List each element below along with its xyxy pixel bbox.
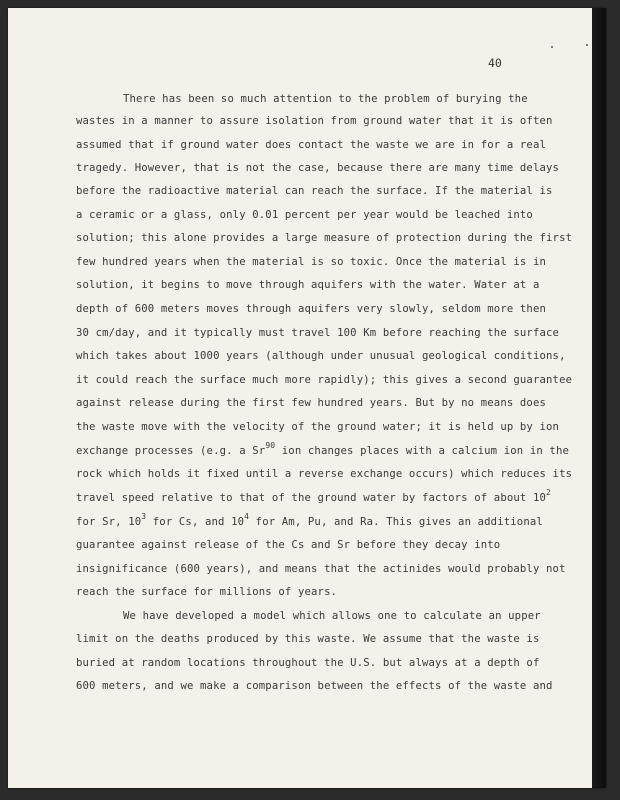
speck-mark (551, 46, 553, 48)
text-line: exchange processes (e.g. a Sr$^{90}$ ion changes places with a calcium ion in the (76, 441, 570, 457)
text-line: before the radioactive material can reach the surface. If the material is (76, 185, 553, 197)
text-line: solution, it begins to move through aquifers with the water. Water at a (76, 279, 540, 291)
text-line: assumed that if ground water does contact the waste we are in for a real (76, 139, 547, 151)
page-edge-shadow (592, 8, 606, 788)
text-line: There has been so much attention to the problem of burying the (123, 93, 528, 105)
text-line: which takes about 1000 years (although under unusual geological conditions, (76, 350, 566, 362)
superscript: 3 (141, 512, 147, 521)
text-line: for Sr, $10^3$ for Cs, and $10^4$ for Am, Pu, and Ra. This gives an additional (76, 512, 543, 528)
text-line: limit on the deaths produced by this waste. We assume that the waste is (76, 633, 540, 645)
text-line: 600 meters, and we make a comparison between the effects of the waste and (76, 680, 553, 692)
text-line: wastes in a manner to assure isolation from ground water that it is often (76, 115, 553, 127)
superscript: 2 (546, 488, 551, 497)
text-line: solution; this alone provides a large measure of protection during the first (76, 232, 573, 244)
text-line: the waste move with the velocity of the ground water; it is held up by ion (76, 421, 560, 433)
text-line: 30 cm/day, and it typically must travel 100 Km before reaching the surface (76, 327, 560, 339)
text-line: it could reach the surface much more rapidly); this gives a second guarantee (76, 374, 573, 386)
text-line: reach the surface for millions of years. (76, 586, 338, 598)
text-line: travel speed relative to that of the ground water by factors of about $10^2$ (76, 488, 551, 504)
text-line: few hundred years when the material is so toxic. Once the material is in (76, 256, 547, 268)
text-line: tragedy. However, that is not the case, because there are many time delays (76, 162, 560, 174)
speck-mark (586, 44, 588, 46)
text-line: a ceramic or a glass, only 0.01 percent per year would be leached into (76, 209, 533, 221)
text-line: buried at random locations throughout the U.S. but always at a depth of (76, 657, 540, 669)
document-page (8, 8, 606, 788)
page-number: 40 (488, 56, 502, 70)
superscript: 90 (265, 441, 276, 450)
text-line: We have developed a model which allows one to calculate an upper (123, 610, 541, 622)
superscript: 4 (244, 512, 250, 521)
text-line: rock which holds it fixed until a reverse exchange occurs) which reduces its (76, 468, 573, 480)
text-line: guarantee against release of the Cs and Sr before they decay into (76, 539, 501, 551)
text-line: depth of 600 meters moves through aquifers very slowly, seldom more then (76, 303, 547, 315)
text-line: against release during the first few hundred years. But by no means does (76, 397, 547, 409)
text-line: insignificance (600 years), and means that the actinides would probably not (76, 563, 566, 575)
